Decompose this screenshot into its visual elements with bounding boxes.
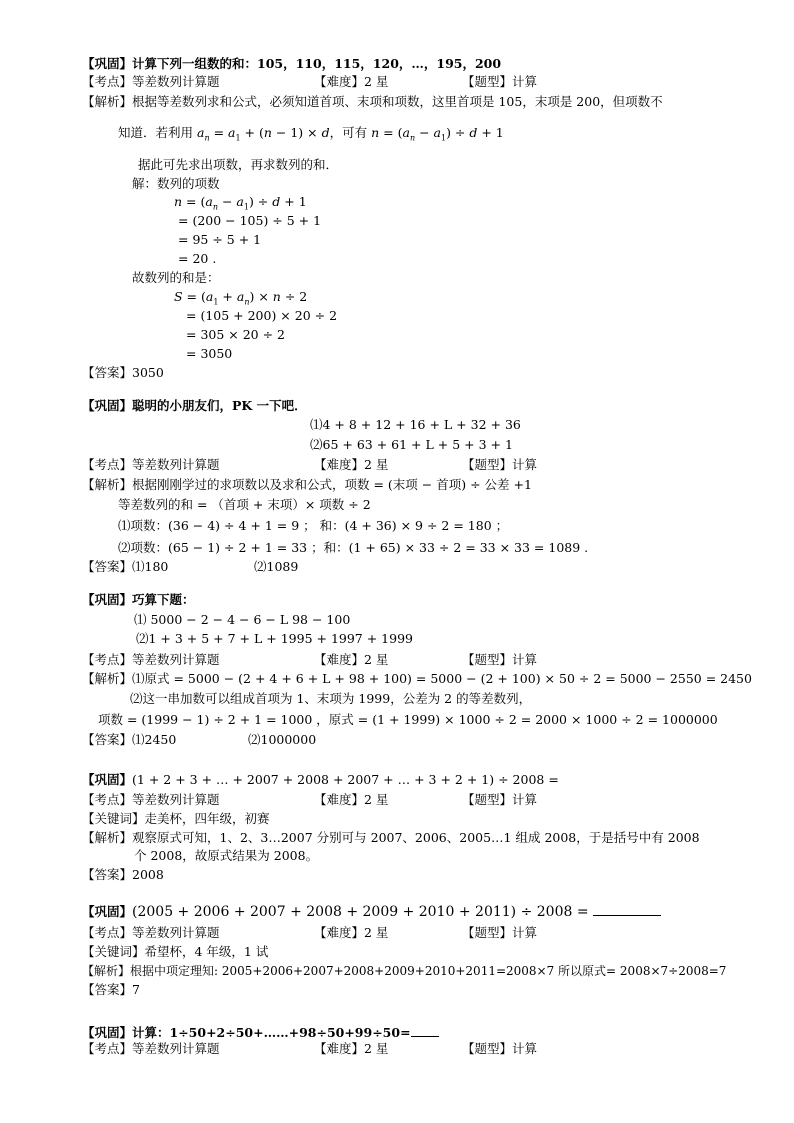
problem-1-jiexi-2a: 知道．若利用 [118,125,197,140]
problem-4-kaodian: 【考点】等差数列计算题 [82,792,220,807]
problem-3-meta [82,652,722,668]
problem-1-meta [82,74,722,90]
problem-5-answer: 【答案】7 [82,982,140,997]
problem-3-jiexi-1: 【解析】⑴原式 = 5000 − (2 + 4 + 6 + L + 98 + 100) = 5000 − (2 + 100) × 50 ÷ 2 = 5000 − 2550 = 2450 [82,671,752,686]
problem-3-tixing: 【题型】计算 [462,652,538,667]
problem-2-kaodian: 【考点】等差数列计算题 [82,457,220,472]
problem-4-jiexi-2: 个 2008，故原式结果为 2008。 [134,848,319,863]
problem-4-keywords: 【关键词】走美杯，四年级，初赛 [82,811,270,826]
problem-1-step-n-1: $n = (a_n - a_1) \div d + 1$ [174,194,307,212]
problem-1-step-n-4: = 20 . [178,251,217,266]
problem-1-title [82,56,501,72]
problem-6-question: 计算：1÷50+2÷50+……+98÷50+99÷50= [132,1025,411,1040]
problem-3-question: 巧算下题： [132,592,195,607]
problem-4-tixing: 【题型】计算 [462,792,538,807]
answer-blank [593,915,661,916]
problem-5-nandu: 【难度】2 星 [314,925,389,940]
problem-3-q2: ⑵1 + 3 + 5 + 7 + L + 1995 + 1997 + 1999 [136,631,413,646]
problem-5-tixing: 【题型】计算 [462,925,538,940]
problem-1-jiexi-2 [118,125,504,147]
problem-2-answer [82,559,722,575]
problem-3-kaodian: 【考点】等差数列计算题 [82,652,220,667]
problem-3-jiexi-2: ⑵这一串加数可以组成首项为 1、末项为 1999，公差为 2 的等差数列， [130,691,532,706]
problem-1-tixing: 【题型】计算 [462,74,538,89]
problem-2-answer-b: ⑵1089 [254,559,299,574]
problem-5-jiexi-1: 【解析】根据中项定理知: 2005+2006+2007+2008+2009+2010+2011=2008×7 所以原式= 2008×7÷2008=7 [82,964,727,978]
problem-4-tag: 【巩固】 [82,772,133,787]
problem-2-question: 聪明的小朋友们，PK 一下吧． [132,398,307,413]
problem-2-answer-a: 【答案】⑴180 [82,559,169,574]
problem-5-question: (2005 + 2006 + 2007 + 2008 + 2009 + 2010 + 2011) ÷ 2008 = [132,904,589,920]
problem-1-jiexi-5: 故数列的和是： [132,270,220,285]
problem-5-kaodian: 【考点】等差数列计算题 [82,925,220,940]
problem-4-nandu: 【难度】2 星 [314,792,389,807]
problem-3-jiexi-3: 项数 = (1999 − 1) ÷ 2 + 1 = 1000 ，原式 = (1 + 1999) × 1000 ÷ 2 = 2000 × 1000 ÷ 2 = 1000000 [98,712,718,727]
problem-4-jiexi-1: 【解析】观察原式可知，1、2、3…2007 分别可与 2007、2006、2005…1 组成 2008，于是括号中有 2008 [82,830,700,845]
problem-1-step-n-2: = (200 − 105) ÷ 5 + 1 [178,213,322,228]
problem-2-q1: ⑴4 + 8 + 12 + 16 + L + 32 + 36 [310,417,521,432]
problem-1-question: 计算下列一组数的和：105，110，115，120，…，195，200 [132,56,502,71]
problem-1-answer: 【答案】3050 [82,365,164,380]
formula-general-term: $a_n = a_1 + (n - 1) \times d$ [196,125,330,143]
problem-4-title [82,772,559,788]
problem-1-nandu: 【难度】2 星 [314,74,389,89]
problem-1-kaodian: 【考点】等差数列计算题 [82,74,220,89]
problem-1-jiexi-2b: ，可有 [329,125,372,140]
problem-3-answer-a: 【答案】⑴2450 [82,732,177,747]
problem-2-meta [82,457,722,473]
formula-term-count: $n = (a_n - a_1) \div d + 1$ [371,125,504,143]
problem-2-jiexi-2: 等差数列的和 = （首项 + 末项）× 项数 ÷ 2 [118,497,371,512]
problem-2-q2: ⑵65 + 63 + 61 + L + 5 + 3 + 1 [310,437,513,452]
problem-1-jiexi-4: 解：数列的项数 [132,176,220,191]
problem-3-title [82,592,195,608]
problem-2-nandu: 【难度】2 星 [314,457,389,472]
problem-5-tag: 【巩固】 [82,904,133,919]
problem-1-step-s-1: $S = (a_1 + a_n) \times n \div 2$ [174,289,308,307]
problem-2-jiexi-3: ⑴项数：(36 − 4) ÷ 4 + 1 = 9 ； 和：(4 + 36) × 9 ÷ 2 = 180 ； [118,518,509,533]
problem-2-jiexi-4: ⑵项数：(65 − 1) ÷ 2 + 1 = 33 ；和：(1 + 65) × 33 ÷ 2 = 33 × 33 = 1089 . [118,540,589,555]
problem-6-nandu: 【难度】2 星 [314,1041,389,1056]
problem-2-tixing: 【题型】计算 [462,457,538,472]
problem-2-jiexi-1: 【解析】根据刚刚学过的求项数以及求和公式，项数 = (末项 − 首项) ÷ 公差 +1 [82,477,532,492]
problem-1-step-s-3: = 305 × 20 ÷ 2 [186,327,286,342]
problem-5-keywords: 【关键词】希望杯，4 年级，1 试 [82,944,269,959]
problem-1-step-s-2: = (105 + 200) × 20 ÷ 2 [186,308,338,323]
problem-4-question: (1 + 2 + 3 + … + 2007 + 2008 + 2007 + … + 3 + 2 + 1) ÷ 2008 = [132,772,559,787]
problem-3-answer [82,732,722,748]
problem-1-step-s-4: = 3050 [186,346,233,361]
problem-3-nandu: 【难度】2 星 [314,652,389,667]
problem-6-title [82,1025,439,1041]
problem-6-kaodian: 【考点】等差数列计算题 [82,1041,220,1056]
problem-3-tag: 【巩固】 [82,592,133,607]
problem-4-answer: 【答案】2008 [82,867,164,882]
problem-5-title [82,904,661,920]
problem-1-jiexi-1: 【解析】根据等差数列求和公式，必须知道首项、末项和项数，这里首项是 105，末项是 200，但项数不 [82,94,663,109]
problem-2-title [82,398,307,414]
problem-1-tag: 【巩固】 [82,56,133,71]
problem-2-tag: 【巩固】 [82,398,133,413]
problem-3-answer-b: ⑵1000000 [248,732,317,747]
answer-blank [411,1036,439,1037]
problem-6-tixing: 【题型】计算 [462,1041,538,1056]
problem-3-q1: ⑴ 5000 − 2 − 4 − 6 − L 98 − 100 [134,612,351,627]
problem-5-meta [82,925,722,941]
problem-1-step-n-3: = 95 ÷ 5 + 1 [178,232,262,247]
problem-6-tag: 【巩固】 [82,1025,133,1040]
problem-4-meta [82,792,722,808]
problem-6-meta [82,1041,722,1057]
problem-1-jiexi-3: 据此可先求出项数，再求数列的和． [138,157,339,172]
